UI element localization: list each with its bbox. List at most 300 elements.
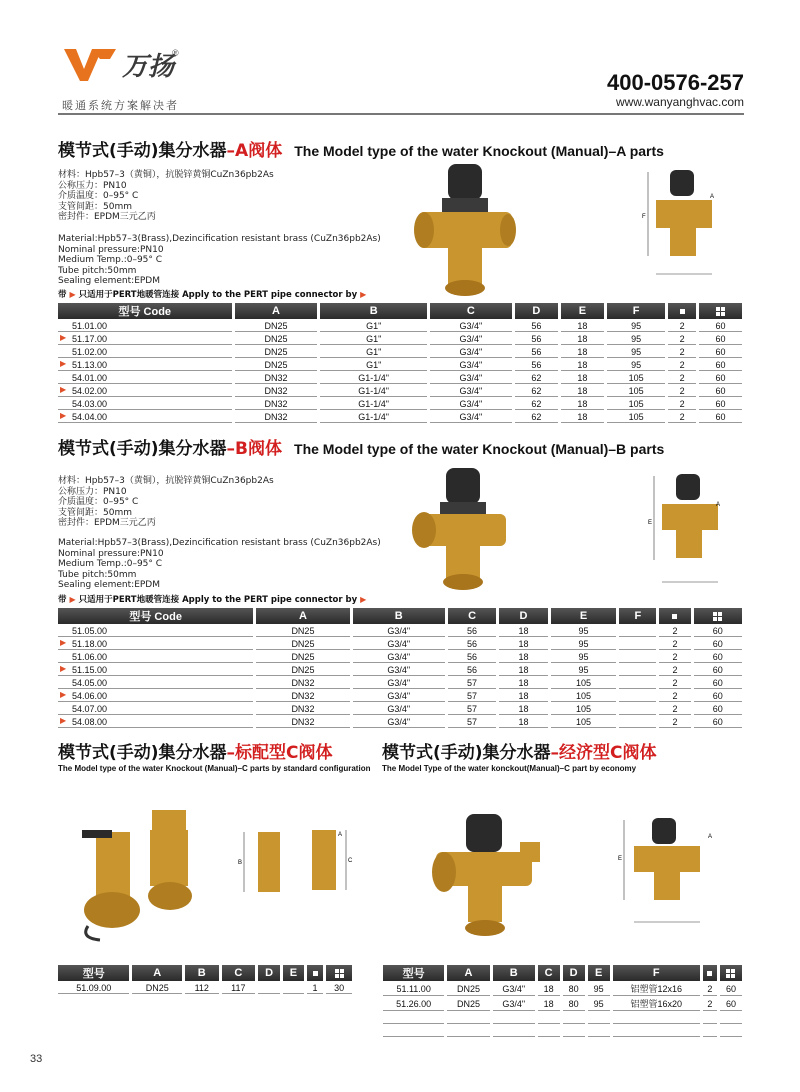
table-cell: 18 <box>561 359 604 371</box>
arrow-marker-icon: ▶ <box>360 290 367 299</box>
table-cell: 18 <box>561 333 604 345</box>
column-header: D <box>563 965 585 981</box>
section-b-spec-cn: 材料：Hpb57–3（黄铜），抗脱锌黄铜CuZn36pb2As 公称压力：PN10 介质温度：0–95° C 支管间距：50mm 密封件：EPDM三元乙丙 <box>58 476 274 528</box>
svg-text:A: A <box>710 194 715 200</box>
table-cell <box>447 1012 489 1024</box>
col-header-grid-icon <box>720 965 742 981</box>
arrow-marker-icon: ▶ <box>69 290 76 299</box>
table-cell: 18 <box>499 703 547 715</box>
cell-code: 51.01.00 <box>58 320 232 332</box>
table-row <box>58 359 742 371</box>
table-cell: DN25 <box>132 982 181 994</box>
table-cell: 60 <box>699 359 742 371</box>
brand-name: 万扬 <box>122 52 175 82</box>
column-header: A <box>256 608 349 624</box>
table-cell: G3/4" <box>353 651 445 663</box>
column-header: E <box>283 965 304 981</box>
table-row <box>58 385 742 397</box>
cell-code: ▶ 54.06.00 <box>58 690 253 702</box>
col-header-code: 型号 Code <box>58 303 232 319</box>
table-cell: 60 <box>694 625 742 637</box>
svg-text:A: A <box>716 502 721 508</box>
table-cell: 105 <box>607 411 665 423</box>
section-b-pert-note: 带 ▶ 只适用于PERT地暖管连接 Apply to the PERT pipe connector by ▶ <box>58 595 367 605</box>
table-cell: 60 <box>699 411 742 423</box>
table-cell: 2 <box>668 359 696 371</box>
table-cell: DN25 <box>256 651 349 663</box>
table-cell <box>619 664 656 676</box>
website-link[interactable]: www.wanyanghvac.com <box>615 95 744 109</box>
table-cell: G3/4" <box>353 664 445 676</box>
section-b-table <box>55 607 745 729</box>
svg-text:F: F <box>642 214 646 220</box>
brand-tagline: 暖通系统方案解决者 <box>62 99 179 112</box>
cell-code: 51.05.00 <box>58 625 253 637</box>
table-cell: 18 <box>538 997 560 1011</box>
table-cell: 95 <box>551 625 617 637</box>
table-cell: 95 <box>588 982 610 996</box>
table-cell: 60 <box>699 320 742 332</box>
table-cell: 2 <box>659 638 690 650</box>
cell-code: 54.03.00 <box>58 398 232 410</box>
table-header-row <box>383 965 742 981</box>
table-cell: DN25 <box>447 997 489 1011</box>
table-row <box>58 651 742 663</box>
table-cell <box>588 1025 610 1037</box>
column-header: C <box>430 303 512 319</box>
table-cell: 18 <box>499 664 547 676</box>
column-header: E <box>588 965 610 981</box>
svg-text:A: A <box>708 834 713 840</box>
table-cell: 18 <box>561 320 604 332</box>
table-cell: 60 <box>720 997 742 1011</box>
column-header: D <box>515 303 558 319</box>
col-header-square-icon <box>703 965 717 981</box>
table-cell: 105 <box>607 372 665 384</box>
table-cell: 60 <box>699 385 742 397</box>
arrow-marker-icon: ▶ <box>60 690 67 699</box>
page-number: 33 <box>30 1053 43 1065</box>
table-cell: G3/4" <box>353 638 445 650</box>
col-header-square-icon <box>668 303 696 319</box>
table-cell <box>563 1012 585 1024</box>
section-a-table <box>55 302 745 424</box>
cell-code: 51.26.00 <box>383 997 444 1011</box>
table-cell: 18 <box>561 385 604 397</box>
table-cell: 95 <box>607 346 665 358</box>
table-cell: 57 <box>448 690 496 702</box>
table-cell: 60 <box>694 664 742 676</box>
cell-code: 54.01.00 <box>58 372 232 384</box>
column-header: B <box>320 303 427 319</box>
table-cell: 18 <box>499 716 547 728</box>
table-row <box>58 716 742 728</box>
table-cell: DN32 <box>256 703 349 715</box>
cell-code: ▶ 51.13.00 <box>58 359 232 371</box>
table-cell: 56 <box>515 346 558 358</box>
section-b-spec-en: Material:Hpb57–3(Brass),Dezincification resistant brass (CuZn36pb2As) Nominal pressure:PN10 Medium Temp.:0–95° C Tube pitch:50mm Sealing element:EPDM <box>58 538 381 590</box>
table-cell <box>619 716 656 728</box>
table-cell: G3/4" <box>430 320 512 332</box>
table-cell: 2 <box>659 716 690 728</box>
table-cell: DN32 <box>235 385 318 397</box>
column-header: C <box>448 608 496 624</box>
table-cell: 18 <box>499 638 547 650</box>
column-header: C <box>538 965 560 981</box>
table-cell: 2 <box>668 372 696 384</box>
col-header-grid-icon <box>694 608 742 624</box>
table-cell: 30 <box>326 982 352 994</box>
table-cell <box>258 982 280 994</box>
column-header: A <box>132 965 181 981</box>
table-row <box>383 1025 742 1037</box>
col-header-square-icon <box>307 965 324 981</box>
table-cell: 95 <box>607 320 665 332</box>
cell-code: 51.06.00 <box>58 651 253 663</box>
table-cell: 105 <box>551 677 617 689</box>
arrow-marker-icon: ▶ <box>60 716 67 725</box>
table-row <box>58 398 742 410</box>
table-cell <box>619 703 656 715</box>
table-cell: 56 <box>448 651 496 663</box>
table-cell: 60 <box>694 716 742 728</box>
column-header: C <box>222 965 256 981</box>
svg-text:A: A <box>338 832 343 838</box>
arrow-marker-icon: ▶ <box>60 359 67 368</box>
table-cell: 56 <box>448 664 496 676</box>
section-a-title: 模节式(手动)集分水器–A阀体 The Model type of the water Knockout (Manual)–A parts <box>58 141 664 161</box>
table-cell: G3/4" <box>430 359 512 371</box>
cell-code <box>383 1025 444 1037</box>
section-a-spec-cn: 材料：Hpb57–3（黄铜），抗脱锌黄铜CuZn36pb2As 公称压力：PN10 介质温度：0–95° C 支管间距：50mm 密封件：EPDM三元乙丙 <box>58 170 274 222</box>
table-cell: 2 <box>668 333 696 345</box>
table-cell: 62 <box>515 385 558 397</box>
section-c1-title: 模节式(手动)集分水器–标配型C阀体 <box>58 743 333 763</box>
table-row <box>58 638 742 650</box>
table-row <box>58 333 742 345</box>
valve-a-photo <box>412 160 522 300</box>
valve-b-drawing <box>646 470 736 590</box>
cell-code: 51.11.00 <box>383 982 444 996</box>
table-cell: 95 <box>551 638 617 650</box>
column-header: F <box>613 965 700 981</box>
table-cell: 105 <box>551 703 617 715</box>
table-cell: G1" <box>320 333 427 345</box>
column-header: D <box>499 608 547 624</box>
table-cell <box>703 1012 717 1024</box>
brand-logo <box>62 46 174 83</box>
table-cell: DN25 <box>447 982 489 996</box>
table-cell: DN25 <box>256 638 349 650</box>
table-cell <box>613 1025 700 1037</box>
cell-code: ▶ 51.17.00 <box>58 333 232 345</box>
table-cell: 铝塑管16x20 <box>613 997 700 1011</box>
svg-text:C: C <box>348 858 353 864</box>
table-cell: 62 <box>515 372 558 384</box>
valve-b-photo <box>410 464 520 598</box>
table-cell: 铝塑管12x16 <box>613 982 700 996</box>
table-cell: G1" <box>320 320 427 332</box>
section-a-pert-note: 带 ▶ 只适用于PERT地暖管连接 Apply to the PERT pipe connector by ▶ <box>58 290 367 300</box>
column-header: B <box>353 608 445 624</box>
column-header: D <box>258 965 280 981</box>
table-cell: 18 <box>561 398 604 410</box>
table-header-row <box>58 965 352 981</box>
column-header: F <box>619 608 656 624</box>
table-cell <box>447 1025 489 1037</box>
table-cell: 57 <box>448 716 496 728</box>
table-cell <box>563 1025 585 1037</box>
table-cell: G3/4" <box>493 997 535 1011</box>
column-header: 型号 Code <box>58 608 253 624</box>
section-b-title: 模节式(手动)集分水器–B阀体 The Model type of the water Knockout (Manual)–B parts <box>58 439 665 459</box>
col-header-grid-icon <box>699 303 742 319</box>
table-cell: G3/4" <box>353 625 445 637</box>
table-cell <box>493 1012 535 1024</box>
svg-text:E: E <box>648 520 653 526</box>
table-cell: 56 <box>448 638 496 650</box>
table-cell: 60 <box>694 651 742 663</box>
table-cell <box>493 1025 535 1037</box>
table-cell: 95 <box>551 651 617 663</box>
table-cell: DN32 <box>256 690 349 702</box>
table-cell: 18 <box>499 690 547 702</box>
table-cell: 62 <box>515 411 558 423</box>
valve-a-drawing <box>640 166 730 286</box>
table-cell: G3/4" <box>353 716 445 728</box>
table-cell: 60 <box>720 982 742 996</box>
table-cell: 60 <box>699 398 742 410</box>
table-cell: G1" <box>320 346 427 358</box>
column-header: F <box>607 303 665 319</box>
table-cell: 56 <box>515 333 558 345</box>
section-c2-table <box>380 964 745 1038</box>
table-cell: 2 <box>668 385 696 397</box>
table-cell: 80 <box>563 982 585 996</box>
table-cell: 18 <box>561 346 604 358</box>
table-cell <box>720 1012 742 1024</box>
table-cell: DN25 <box>235 359 318 371</box>
table-cell <box>283 982 304 994</box>
section-c1-table <box>55 964 355 995</box>
table-cell: G3/4" <box>430 372 512 384</box>
table-cell: G3/4" <box>353 703 445 715</box>
table-header-row <box>58 608 742 624</box>
table-cell: 60 <box>699 333 742 345</box>
table-cell: 2 <box>668 346 696 358</box>
table-cell: 2 <box>703 982 717 996</box>
table-cell: G1-1/4" <box>320 398 427 410</box>
table-cell: 2 <box>668 398 696 410</box>
cell-code: 54.07.00 <box>58 703 253 715</box>
table-cell: G1-1/4" <box>320 411 427 423</box>
table-row <box>58 664 742 676</box>
valve-c2-drawing <box>618 814 728 932</box>
table-cell: DN32 <box>235 372 318 384</box>
table-cell: 57 <box>448 703 496 715</box>
table-cell: DN25 <box>235 346 318 358</box>
logo-mark-icon <box>62 47 118 83</box>
table-cell: G1" <box>320 359 427 371</box>
arrow-marker-icon: ▶ <box>60 411 67 420</box>
arrow-marker-icon: ▶ <box>60 333 67 342</box>
table-cell: 56 <box>515 359 558 371</box>
table-cell: 2 <box>659 651 690 663</box>
table-cell: 105 <box>551 690 617 702</box>
table-row <box>58 625 742 637</box>
valve-c2-photo <box>432 812 552 942</box>
table-cell: 18 <box>561 411 604 423</box>
valve-c1-photo <box>74 806 204 946</box>
table-cell: G3/4" <box>430 398 512 410</box>
svg-text:E: E <box>618 856 623 862</box>
section-c2-subtitle: The Model Type of the water konckout(Manual)–C part by economy <box>382 764 637 773</box>
arrow-marker-icon: ▶ <box>60 664 67 673</box>
table-cell: 2 <box>659 703 690 715</box>
table-row <box>58 372 742 384</box>
table-cell: 18 <box>561 372 604 384</box>
column-header: A <box>447 965 489 981</box>
column-header: E <box>561 303 604 319</box>
table-cell: 2 <box>659 677 690 689</box>
table-row <box>58 677 742 689</box>
table-cell: G3/4" <box>430 333 512 345</box>
valve-c1-drawing <box>238 822 358 922</box>
table-header-row <box>58 303 742 319</box>
table-cell: 105 <box>551 716 617 728</box>
svg-text:B: B <box>238 860 243 866</box>
header-divider <box>58 113 744 115</box>
table-cell: 62 <box>515 398 558 410</box>
table-cell: 18 <box>499 677 547 689</box>
section-c1-subtitle: The Model type of the water Knockout (Manual)–C parts by standard configuration <box>58 764 371 773</box>
column-header: E <box>551 608 617 624</box>
column-header: A <box>235 303 318 319</box>
table-cell: G3/4" <box>353 677 445 689</box>
table-cell <box>588 1012 610 1024</box>
table-cell: 60 <box>699 372 742 384</box>
table-cell: 2 <box>659 664 690 676</box>
cell-code: 54.05.00 <box>58 677 253 689</box>
table-cell: 60 <box>699 346 742 358</box>
table-cell <box>720 1025 742 1037</box>
table-cell: 2 <box>703 997 717 1011</box>
cell-code: ▶ 51.15.00 <box>58 664 253 676</box>
table-cell <box>619 677 656 689</box>
table-cell: 57 <box>448 677 496 689</box>
table-cell: G1-1/4" <box>320 372 427 384</box>
table-row <box>58 320 742 332</box>
table-cell <box>613 1012 700 1024</box>
table-row <box>383 982 742 996</box>
table-cell: 18 <box>499 651 547 663</box>
table-cell <box>703 1025 717 1037</box>
table-cell: DN32 <box>235 411 318 423</box>
column-header: 型号 <box>383 965 444 981</box>
table-row <box>58 346 742 358</box>
table-cell: DN25 <box>235 333 318 345</box>
cell-code: ▶ 54.04.00 <box>58 411 232 423</box>
cell-code: ▶ 54.08.00 <box>58 716 253 728</box>
table-cell: 80 <box>563 997 585 1011</box>
cell-code: 51.09.00 <box>58 982 129 994</box>
table-cell: 1 <box>307 982 324 994</box>
col-header-grid-icon <box>326 965 352 981</box>
table-cell: 60 <box>694 677 742 689</box>
table-cell: 60 <box>694 638 742 650</box>
cell-code: ▶ 54.02.00 <box>58 385 232 397</box>
table-cell: G3/4" <box>430 346 512 358</box>
table-row <box>58 703 742 715</box>
table-cell: G3/4" <box>493 982 535 996</box>
table-row <box>383 997 742 1011</box>
table-cell: G3/4" <box>353 690 445 702</box>
table-cell <box>538 1012 560 1024</box>
cell-code: ▶ 51.18.00 <box>58 638 253 650</box>
arrow-marker-icon: ▶ <box>60 385 67 394</box>
table-cell: 95 <box>588 997 610 1011</box>
table-cell <box>619 638 656 650</box>
table-cell <box>619 625 656 637</box>
table-cell: 95 <box>551 664 617 676</box>
section-a-spec-en: Material:Hpb57–3(Brass),Dezincification resistant brass (CuZn36pb2As) Nominal pressure:PN10 Medium Temp.:0–95° C Tube pitch:50mm Sealing element:EPDM <box>58 234 381 286</box>
table-cell: DN25 <box>256 625 349 637</box>
table-cell: 56 <box>515 320 558 332</box>
table-cell: 56 <box>448 625 496 637</box>
table-cell: DN32 <box>235 398 318 410</box>
table-cell: 18 <box>499 625 547 637</box>
cell-code: 51.02.00 <box>58 346 232 358</box>
section-c2-title: 模节式(手动)集分水器–经济型C阀体 <box>382 743 657 763</box>
table-cell: 95 <box>607 333 665 345</box>
table-row <box>58 411 742 423</box>
table-cell: 2 <box>668 320 696 332</box>
table-cell: 2 <box>659 625 690 637</box>
arrow-marker-icon: ▶ <box>60 638 67 647</box>
registered-mark: ® <box>172 48 179 58</box>
table-cell: 60 <box>694 690 742 702</box>
table-cell: 2 <box>659 690 690 702</box>
table-row <box>383 1012 742 1024</box>
table-cell: G1-1/4" <box>320 385 427 397</box>
table-row <box>58 690 742 702</box>
table-cell: DN32 <box>256 716 349 728</box>
table-cell <box>538 1025 560 1037</box>
table-cell: DN25 <box>256 664 349 676</box>
table-cell: DN25 <box>235 320 318 332</box>
table-cell: 60 <box>694 703 742 715</box>
table-cell: 112 <box>185 982 219 994</box>
table-row <box>58 982 352 994</box>
table-cell <box>619 651 656 663</box>
table-cell: 117 <box>222 982 256 994</box>
table-cell: 105 <box>607 398 665 410</box>
cell-code <box>383 1012 444 1024</box>
table-cell: G3/4" <box>430 385 512 397</box>
table-cell: DN32 <box>256 677 349 689</box>
table-cell <box>619 690 656 702</box>
table-cell: 18 <box>538 982 560 996</box>
column-header: 型号 <box>58 965 129 981</box>
phone-number: 400-0576-257 <box>606 70 744 95</box>
col-header-square-icon <box>659 608 690 624</box>
column-header: B <box>185 965 219 981</box>
table-cell: 105 <box>607 385 665 397</box>
column-header: B <box>493 965 535 981</box>
table-cell: 95 <box>607 359 665 371</box>
table-cell: 2 <box>668 411 696 423</box>
table-cell: G3/4" <box>430 411 512 423</box>
